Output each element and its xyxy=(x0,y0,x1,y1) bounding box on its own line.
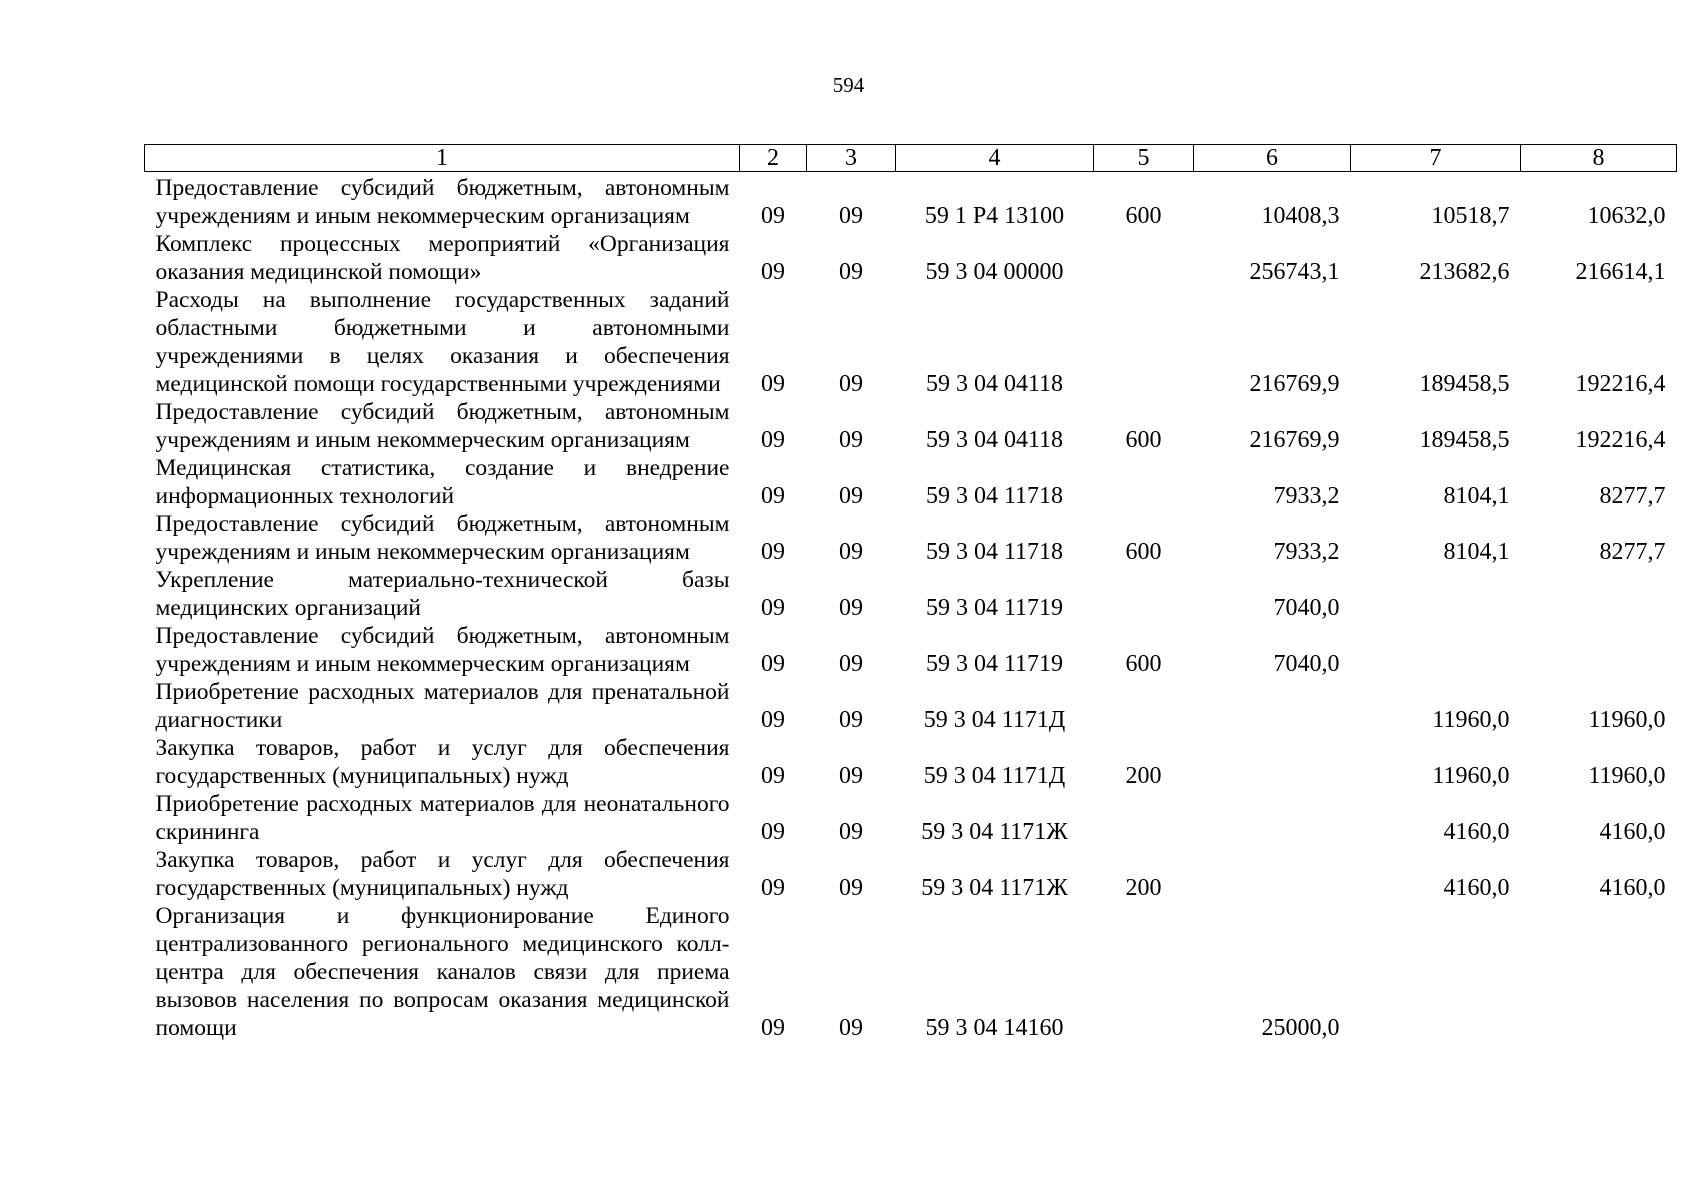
header-col-8: 8 xyxy=(1521,145,1677,172)
budget-table xyxy=(144,144,1677,1042)
table-row xyxy=(145,734,1677,790)
row-amount-col6 xyxy=(1194,846,1351,902)
row-subsection: 09 xyxy=(839,259,863,285)
row-amount-col6 xyxy=(1194,678,1351,734)
row-amount-col8 xyxy=(1521,902,1677,1042)
row-amount-col6: 10408,3 xyxy=(1261,203,1340,229)
row-subsection: 09 xyxy=(839,203,863,229)
row-description: Закупка товаров, работ и услуг для обеспечения государственных (муниципальных) нужд xyxy=(155,847,730,901)
row-amount-col7: 189458,5 xyxy=(1419,427,1510,453)
row-description: Предоставление субсидий бюджетным, автономным учреждениям и иным некоммерческим организациям xyxy=(155,511,730,565)
row-target-code: 59 3 04 1171Ж xyxy=(921,819,1068,845)
row-amount-col8: 11960,0 xyxy=(1588,707,1666,733)
row-amount-col6: 7933,2 xyxy=(1273,483,1340,509)
row-target-code: 59 3 04 1171Д xyxy=(923,763,1066,789)
row-target-code: 59 3 04 11718 xyxy=(925,483,1064,509)
row-expense-type xyxy=(1094,790,1194,846)
row-amount-col7 xyxy=(1351,566,1521,622)
row-expense-type: 600 xyxy=(1125,203,1162,229)
header-col-6: 6 xyxy=(1194,145,1351,172)
row-description: Предоставление субсидий бюджетным, автономным учреждениям и иным некоммерческим организациям xyxy=(155,399,730,453)
row-amount-col8 xyxy=(1521,566,1677,622)
header-col-4: 4 xyxy=(896,145,1094,172)
row-amount-col6 xyxy=(1194,790,1351,846)
table-row xyxy=(145,622,1677,678)
row-target-code: 59 3 04 11719 xyxy=(925,651,1064,677)
row-amount-col6: 7040,0 xyxy=(1273,595,1340,621)
row-description: Медицинская статистика, создание и внедрение информационных технологий xyxy=(155,455,730,509)
table-row xyxy=(145,566,1677,622)
row-amount-col8: 216614,1 xyxy=(1575,259,1666,285)
row-subsection: 09 xyxy=(839,427,863,453)
row-amount-col7: 4160,0 xyxy=(1443,819,1510,845)
row-amount-col7: 213682,6 xyxy=(1419,259,1510,285)
row-amount-col7: 10518,7 xyxy=(1431,203,1510,229)
row-subsection: 09 xyxy=(839,595,863,621)
header-col-1: 1 xyxy=(145,145,740,172)
row-subsection: 09 xyxy=(839,1015,863,1041)
row-description: Приобретение расходных материалов для пренатальной диагностики xyxy=(155,679,730,733)
header-col-2: 2 xyxy=(740,145,807,172)
row-description: Предоставление субсидий бюджетным, автономным учреждениям и иным некоммерческим организациям xyxy=(155,175,730,229)
row-amount-col8: 4160,0 xyxy=(1599,819,1666,845)
row-section: 09 xyxy=(761,875,785,901)
row-target-code: 59 3 04 11718 xyxy=(925,539,1064,565)
row-amount-col8: 8277,7 xyxy=(1599,539,1666,565)
row-subsection: 09 xyxy=(839,763,863,789)
row-amount-col8: 4160,0 xyxy=(1599,875,1666,901)
table-body xyxy=(145,172,1677,1043)
row-subsection: 09 xyxy=(839,539,863,565)
row-section: 09 xyxy=(761,651,785,677)
header-col-7: 7 xyxy=(1351,145,1521,172)
row-subsection: 09 xyxy=(839,819,863,845)
row-description: Комплекс процессных мероприятий «Организация оказания медицинской помощи» xyxy=(155,231,730,285)
table-row xyxy=(145,846,1677,902)
header-col-3: 3 xyxy=(807,145,896,172)
row-expense-type xyxy=(1094,678,1194,734)
row-section: 09 xyxy=(761,259,785,285)
row-amount-col7: 11960,0 xyxy=(1432,707,1510,733)
row-description: Предоставление субсидий бюджетным, автономным учреждениям и иным некоммерческим организациям xyxy=(155,623,730,677)
row-expense-type xyxy=(1094,286,1194,398)
row-subsection: 09 xyxy=(839,651,863,677)
row-expense-type xyxy=(1094,230,1194,286)
row-expense-type: 600 xyxy=(1125,539,1162,565)
row-description: Укрепление материально-технической базы медицинских организаций xyxy=(155,567,730,621)
row-amount-col8: 11960,0 xyxy=(1588,763,1666,789)
row-amount-col6: 256743,1 xyxy=(1249,259,1340,285)
header-row xyxy=(145,145,1677,172)
row-subsection: 09 xyxy=(839,371,863,397)
row-amount-col8: 192216,4 xyxy=(1575,371,1666,397)
row-amount-col6 xyxy=(1194,734,1351,790)
row-section: 09 xyxy=(761,707,785,733)
row-amount-col6: 7040,0 xyxy=(1273,651,1340,677)
row-amount-col6: 7933,2 xyxy=(1273,539,1340,565)
row-amount-col6: 25000,0 xyxy=(1261,1015,1340,1041)
table-row xyxy=(145,678,1677,734)
header-col-5: 5 xyxy=(1094,145,1194,172)
row-description: Закупка товаров, работ и услуг для обеспечения государственных (муниципальных) нужд xyxy=(155,735,730,789)
row-target-code: 59 3 04 04118 xyxy=(925,427,1064,453)
row-target-code: 59 3 04 1171Д xyxy=(923,707,1066,733)
table-row xyxy=(145,510,1677,566)
row-expense-type xyxy=(1094,454,1194,510)
row-section: 09 xyxy=(761,1015,785,1041)
table-row xyxy=(145,454,1677,510)
row-section: 09 xyxy=(761,819,785,845)
row-amount-col7: 8104,1 xyxy=(1443,539,1510,565)
row-subsection: 09 xyxy=(839,707,863,733)
row-target-code: 59 3 04 11719 xyxy=(925,595,1064,621)
row-description: Расходы на выполнение государственных заданий областными бюджетными и автономными учреждениями в целях оказания и обеспечения медицинской помощи государственными учреждениями xyxy=(155,287,730,397)
table-row xyxy=(145,172,1677,231)
table-header xyxy=(145,145,1677,172)
row-expense-type xyxy=(1094,902,1194,1042)
table-row xyxy=(145,230,1677,286)
row-amount-col8 xyxy=(1521,622,1677,678)
row-target-code: 59 1 Р4 13100 xyxy=(924,203,1065,229)
row-section: 09 xyxy=(761,427,785,453)
row-amount-col7 xyxy=(1351,622,1521,678)
row-target-code: 59 3 04 04118 xyxy=(925,371,1064,397)
row-amount-col6: 216769,9 xyxy=(1249,371,1340,397)
row-section: 09 xyxy=(761,371,785,397)
row-subsection: 09 xyxy=(839,483,863,509)
row-section: 09 xyxy=(761,203,785,229)
row-target-code: 59 3 04 00000 xyxy=(925,259,1064,285)
row-section: 09 xyxy=(761,539,785,565)
page-number: 594 xyxy=(832,73,865,97)
row-amount-col7: 189458,5 xyxy=(1419,371,1510,397)
row-expense-type: 200 xyxy=(1125,763,1162,789)
row-subsection: 09 xyxy=(839,875,863,901)
row-section: 09 xyxy=(761,483,785,509)
row-target-code: 59 3 04 14160 xyxy=(925,1015,1064,1041)
row-description: Организация и функционирование Единого централизованного регионального медицинского колл-центра для обеспечения каналов связи для приема вызовов населения по вопросам оказания медицинской помощи xyxy=(155,903,730,1041)
row-expense-type: 600 xyxy=(1125,651,1162,677)
row-section: 09 xyxy=(761,595,785,621)
row-expense-type: 200 xyxy=(1125,875,1162,901)
row-amount-col8: 192216,4 xyxy=(1575,427,1666,453)
row-description: Приобретение расходных материалов для неонатального скрининга xyxy=(155,791,730,845)
row-amount-col7: 4160,0 xyxy=(1443,875,1510,901)
table-row xyxy=(145,902,1677,1042)
table-row xyxy=(145,286,1677,398)
row-amount-col8: 10632,0 xyxy=(1587,203,1666,229)
table-row xyxy=(145,398,1677,454)
row-amount-col6: 216769,9 xyxy=(1249,427,1340,453)
row-amount-col8: 8277,7 xyxy=(1599,483,1666,509)
row-amount-col7: 11960,0 xyxy=(1432,763,1510,789)
table-row xyxy=(145,790,1677,846)
row-section: 09 xyxy=(761,763,785,789)
row-target-code: 59 3 04 1171Ж xyxy=(921,875,1068,901)
row-expense-type: 600 xyxy=(1125,427,1162,453)
row-expense-type xyxy=(1094,566,1194,622)
row-amount-col7: 8104,1 xyxy=(1443,483,1510,509)
row-amount-col7 xyxy=(1351,902,1521,1042)
